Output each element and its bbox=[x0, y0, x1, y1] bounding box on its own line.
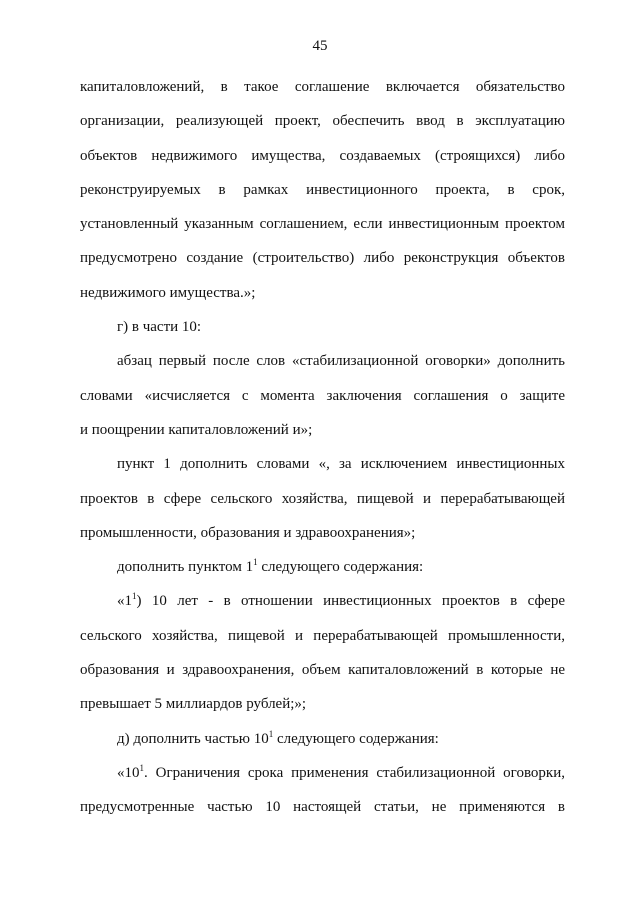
text-fragment: следующего содержания: bbox=[273, 730, 439, 747]
document-body bbox=[80, 70, 565, 825]
paragraph-first-clause bbox=[80, 344, 565, 447]
paragraph-investment-obligation bbox=[80, 70, 565, 310]
paragraph-add-point-1-1 bbox=[80, 550, 565, 584]
text-line: организации, реализующей проект, обеспечить ввод в эксплуатацию bbox=[80, 113, 565, 130]
paragraph-part-10-1 bbox=[80, 756, 565, 825]
text-line: предусмотрено создание (строительство) либо реконструкция объектов bbox=[80, 250, 565, 267]
text-line: промышленности, образования и здравоохранения»; bbox=[80, 524, 416, 541]
paragraph-point-1 bbox=[80, 447, 565, 550]
text-line: превышает 5 миллиардов рублей;»; bbox=[80, 696, 307, 713]
text-line: установленный указанным соглашением, если инвестиционным проектом bbox=[80, 216, 565, 233]
paragraph-item-g: г) в части 10: bbox=[117, 319, 202, 336]
text-line: объектов недвижимого имущества, создаваемых (строящихся) либо bbox=[80, 147, 565, 164]
text-line: пункт 1 дополнить словами «, за исключением инвестиционных bbox=[117, 456, 565, 473]
text-line: и поощрении капиталовложений и»; bbox=[80, 421, 313, 438]
text-fragment: д) дополнить частью 10 bbox=[117, 730, 269, 747]
superscript: 1 bbox=[139, 762, 144, 773]
text-line: капиталовложений, в такое соглашение включается обязательство bbox=[80, 79, 565, 95]
text-fragment: «1 bbox=[117, 593, 132, 610]
text-line: словами «исчисляется с момента заключения соглашения о защите bbox=[80, 387, 565, 404]
paragraph-point-1-1-text bbox=[80, 584, 565, 721]
text-fragment: следующего содержания: bbox=[257, 559, 424, 576]
text-line: проектов в сфере сельского хозяйства, пищевой и перерабатывающей bbox=[80, 490, 565, 507]
text-line: сельского хозяйства, пищевой и перерабатывающей промышленности, bbox=[80, 627, 565, 644]
text-fragment: «10 bbox=[117, 764, 140, 781]
text-line: реконструируемых в рамках инвестиционного проекта, в срок, bbox=[80, 181, 565, 198]
text-line bbox=[80, 584, 565, 618]
text-line: абзац первый после слов «стабилизационной оговорки» дополнить bbox=[117, 353, 565, 370]
text-line: недвижимого имущества.»; bbox=[80, 284, 256, 301]
superscript: 1 bbox=[132, 591, 137, 602]
superscript: 1 bbox=[253, 557, 258, 568]
text-fragment: . Ограничения срока применения стабилизационной оговорки, bbox=[144, 764, 565, 781]
text-fragment: ) 10 лет - в отношении инвестиционных проектов в сфере bbox=[136, 593, 565, 610]
text-line: образования и здравоохранения, объем капиталовложений в которые не bbox=[80, 662, 565, 679]
text-line bbox=[80, 756, 565, 790]
text-fragment: дополнить пунктом 1 bbox=[117, 559, 254, 576]
text-line: предусмотренные частью 10 настоящей статьи, не применяются в bbox=[80, 799, 565, 816]
superscript: 1 bbox=[268, 728, 274, 739]
paragraph-item-d bbox=[80, 722, 565, 756]
page-number: 45 bbox=[312, 38, 328, 54]
